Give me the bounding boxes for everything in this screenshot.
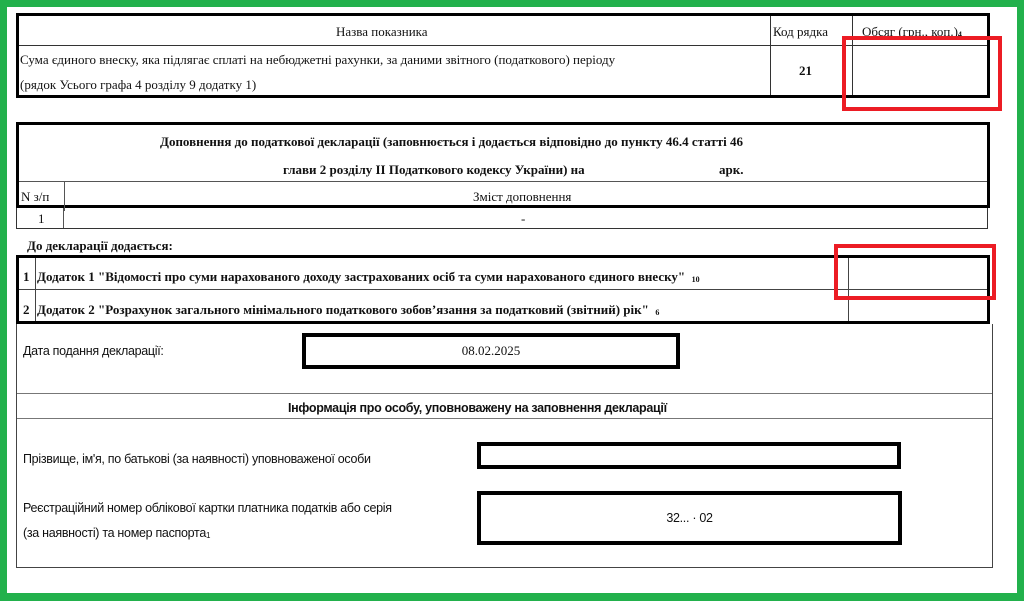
divider	[17, 418, 992, 419]
person-name-field[interactable]	[477, 442, 901, 469]
highlight-attachment-1	[834, 244, 996, 300]
indicator-name-line1: Сума єдиного внеску, яка підлягає сплаті на небюджетні рахунки, за даними звітного (податкового) періоду	[20, 52, 616, 67]
divider	[63, 208, 64, 228]
col-num-header: N з/п	[21, 189, 50, 204]
submission-date-label: Дата подання декларації:	[23, 344, 164, 358]
authorized-person-heading: Інформація про особу, уповноважену на заповнення декларації	[288, 401, 667, 415]
supplement-title-line2: глави 2 розділу ІІ Податкового кодексу України) на	[283, 162, 585, 177]
highlight-amount	[842, 36, 1002, 111]
id-number-field[interactable]: 32... · 02	[477, 491, 902, 545]
submission-date-field[interactable]: 08.02.2025	[302, 333, 680, 369]
supplement-title-sheets: арк.	[719, 162, 744, 177]
header-code: Код рядка	[773, 24, 828, 39]
header-name: Назва показника	[336, 24, 428, 39]
attachment-1-num: 1	[23, 269, 30, 284]
row-code: 21	[799, 63, 812, 78]
attachment-2-label: Додаток 2 "Розрахунок загального мінімального податкового зобов’язання за податковий (звітний) рік" $^6$	[37, 302, 660, 317]
attachment-2-num: 2	[23, 302, 30, 317]
supplement-row-content[interactable]: -	[521, 211, 526, 226]
supplement-title-line1: Доповнення до податкової декларації (заповнюється і додається відповідно до пункту 46.4 статті 46	[160, 134, 744, 149]
person-name-label: Прізвище, ім'я, по батькові (за наявності) уповноваженої особи	[23, 452, 371, 466]
divider	[35, 258, 36, 321]
header-amount: Обсяг (грн., коп.)$^4$	[862, 24, 962, 39]
divider	[19, 181, 987, 182]
id-label-line2: (за наявності) та номер паспорта$^1$	[23, 526, 211, 540]
supplement-row	[16, 208, 988, 229]
attachments-heading: До декларації додається:	[27, 238, 173, 253]
divider	[64, 181, 65, 211]
divider	[17, 393, 992, 394]
divider	[770, 16, 771, 95]
indicator-name-line2: (рядок Усього графа 4 розділу 9 додатку 1)	[20, 77, 257, 92]
attachment-1-label: Додаток 1 "Відомості про суми нарахованого доходу застрахованих осіб та суми нарахованого єдиного внеску" $^{10}$	[37, 269, 700, 284]
sheets-count-input[interactable]	[633, 160, 713, 178]
supplement-row-num: 1	[38, 211, 45, 226]
id-label-line1: Реєстраційний номер облікової картки платника податків або серія	[23, 501, 392, 515]
col-content-header: Зміст доповнення	[473, 189, 572, 204]
